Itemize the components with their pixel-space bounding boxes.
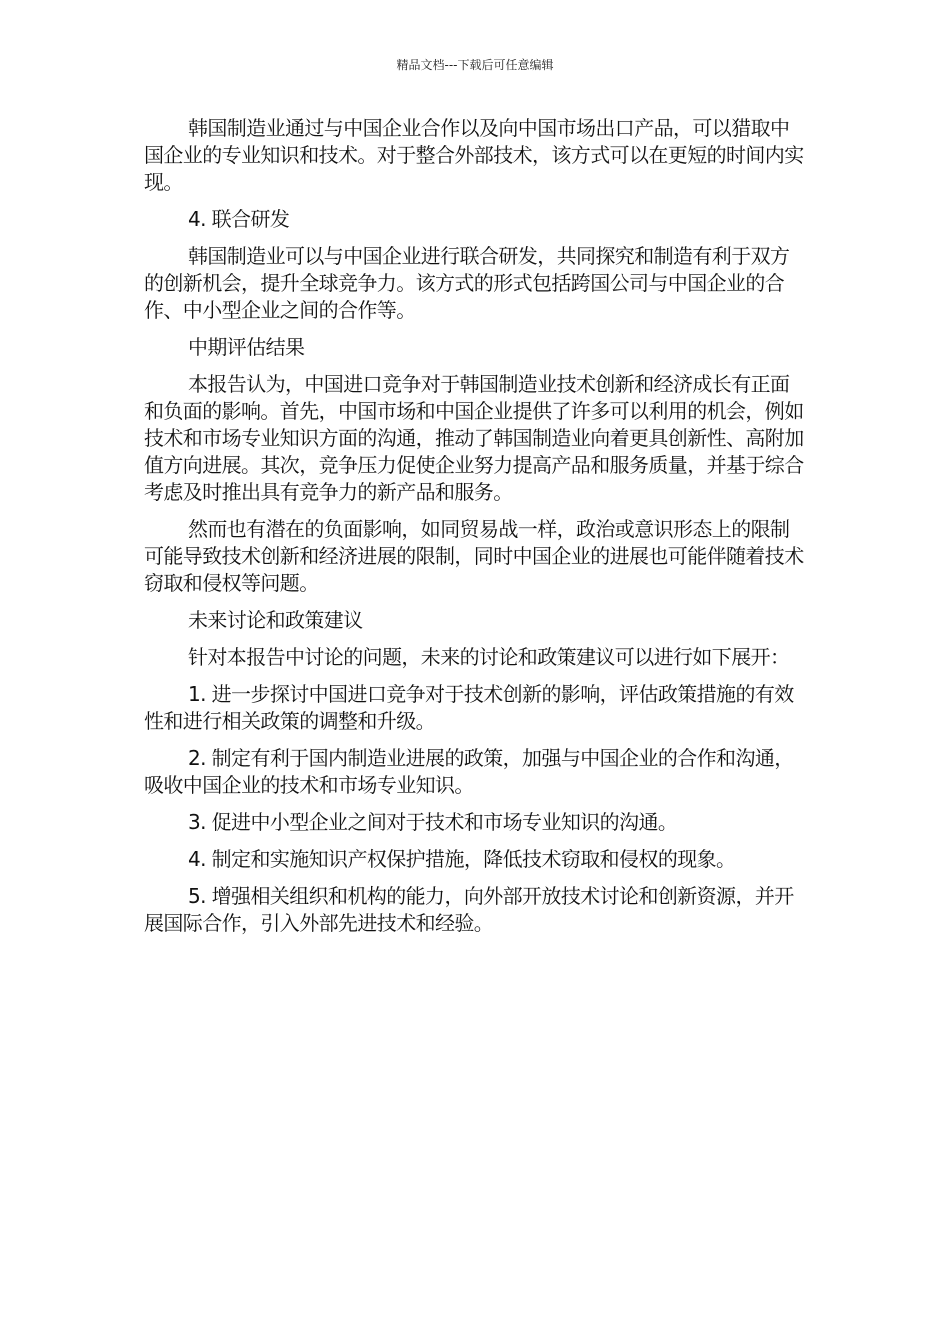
document-body [144, 115, 806, 937]
list-item-policy-3: 3. 促进中小型企业之间对于技术和市场专业知识的沟通。 [188, 810, 678, 834]
list-item-policy-2: 2. 制定有利于国内制造业进展的政策，加强与中国企业的合作和沟通，吸收中国企业的技术和市场专业知识。 [144, 746, 794, 797]
paragraph-cooperation-export: 韩国制造业通过与中国企业合作以及向中国市场出口产品，可以猎取中国企业的专业知识和技术。对于整合外部技术，该方式可以在更短的时间内实现。 [144, 116, 804, 194]
paragraph-joint-rnd: 韩国制造业可以与中国企业进行联合研发，共同探究和制造有利于双方的创新机会，提升全球竞争力。该方式的形式包括跨国公司与中国企业的合作、中小型企业之间的合作等。 [144, 244, 790, 322]
list-item-policy-5: 5. 增强相关组织和机构的能力，向外部开放技术讨论和创新资源，并开展国际合作，引入外部先进技术和经验。 [144, 884, 794, 935]
heading-future-policy: 未来讨论和政策建议 [188, 608, 363, 632]
paragraph-positive-impact: 本报告认为，中国进口竞争对于韩国制造业技术创新和经济成长有正面和负面的影响。首先，中国市场和中国企业提供了许多可以利用的机会，例如技术和市场专业知识方面的沟通，推动了韩国制造业向着更具创新性、高附加值方向进展。其次，竞争压力促使企业努力提高产品和服务质量，并基于综合考虑及时推出具有竞争力的新产品和服务。 [144, 372, 804, 504]
list-item-policy-4: 4. 制定和实施知识产权保护措施，降低技术窃取和侵权的现象。 [188, 847, 736, 871]
page-header: 精品文档---下载后可任意编辑 [396, 58, 554, 72]
heading-midterm-results: 中期评估结果 [188, 335, 305, 359]
paragraph-policy-intro: 针对本报告中讨论的问题，未来的讨论和政策建议可以进行如下展开： [188, 645, 790, 669]
heading-joint-rnd: 4. 联合研发 [188, 207, 290, 231]
paragraph-negative-impact: 然而也有潜在的负面影响，如同贸易战一样，政治或意识形态上的限制可能导致技术创新和经济进展的限制，同时中国企业的进展也可能伴随着技术窃取和侵权等问题。 [144, 517, 804, 595]
list-item-policy-1: 1. 进一步探讨中国进口竞争对于技术创新的影响，评估政策措施的有效性和进行相关政策的调整和升级。 [144, 682, 794, 733]
